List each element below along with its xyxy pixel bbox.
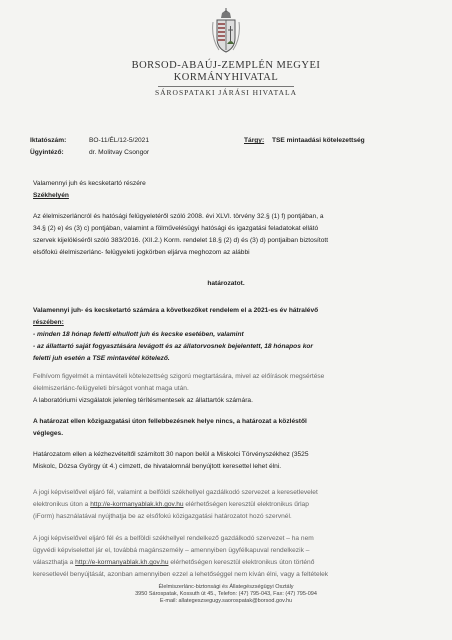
client-gate-line4: keresetlevél benyújtását, azonban amennyiben ezzel a lehetőséggel nem kíván élni, vagy a feltételek	[33, 571, 329, 578]
legal-basis-line1: Az élelmiszerláncról és hatósági felügyeletéről szóló 2008. évi XLVI. törvény 32.§ (1) f) pontjában, a	[33, 213, 324, 220]
eform-line3: (iForm) használatával nyújthatja be az elsőfokú közigazgatási határozatot hozó szervnél.	[33, 513, 292, 520]
appeal-line2: végleges.	[33, 430, 64, 437]
ugyintezo-label: Ügyintéző:	[30, 149, 64, 156]
client-gate-line3	[33, 559, 314, 567]
recipient-line: Valamennyi juh és kecsketartó részére	[33, 180, 146, 187]
order-item1: - minden 18 hónap feletti elhullott juh és kecske esetében, valamint	[33, 331, 244, 338]
recipient-seat: Székhelyén	[33, 192, 69, 199]
legal-basis-line2: 34.§ (2) e) és (3) c) pontjában, valamint a fölművelésügyi hatósági és igazgatási feladatokat ellátó	[33, 225, 319, 232]
legal-basis-line4: elsőfokú élelmiszerlánc- felügyeleti jogkörben eljárva meghozom az alábbi	[33, 249, 250, 256]
warning-line2: élelmiszerlánc-felügyeleti bírságot vonhat maga után.	[33, 385, 189, 392]
targy-value: TSE mintaadási kötelezettség	[272, 137, 365, 144]
eform-line2-start: elektronikus úton a	[33, 501, 91, 508]
appeal-line1: A határozat ellen közigazgatási úton fellebbezésnek helye nincs, a határozat a közléstől	[33, 418, 307, 425]
eform-line2-end: elérhetőségen keresztül elektronikus űrlap	[183, 501, 309, 508]
footer-address: 3950 Sárospatak, Kossuth út 45., Telefon: (47) 795-043, Fax: (47) 795-094	[135, 591, 317, 597]
iktatoszam-label: Iktatószám:	[30, 137, 67, 144]
kormanyablak-link-2[interactable]: http://e-kormanyablak.kh.gov.hu	[75, 559, 169, 566]
order-line1: Valamennyi juh- és kecsketartó számára a következőket rendelem el a 2021-es év hátralévő	[33, 307, 319, 314]
agency-name-line1: BORSOD-ABAÚJ-ZEMPLÉN MEGYEI	[131, 60, 321, 71]
court-line2: Miskolc, Dózsa György út 4.) címzett, de hivatalomnál benyújtott keresettel lehet élni.	[33, 463, 282, 470]
targy-label: Tárgy:	[244, 137, 265, 144]
court-line1: Határozatom ellen a kézhezvételtől számított 30 napon belül a Miskolci Törvényszékhez (3525	[33, 451, 309, 458]
client-gate-line3-start: választhatja a	[33, 559, 76, 566]
client-gate-line1: A jogi képviselővel eljáró fél és a belföldi székhellyel rendelkező gazdálkodó szervezet – ha nem	[33, 535, 314, 542]
warning-line1: Felhívom figyelmét a mintavételi kötelezettség szigorú megtartására, mivel az előírások megsértése	[33, 373, 325, 380]
order-item2: - az állattartó saját fogyasztására levágott és az állatorvosnek bejelentett, 18 hónapos kor	[33, 343, 313, 350]
footer-department: Élelmiszerlánc-biztonsági és Állategészségügyi Osztály	[158, 584, 294, 590]
kormanyablak-link-1[interactable]: http://e-kormanyablak.kh.gov.hu	[90, 501, 184, 508]
ugyintezo-value: dr. Molitvay Csongor	[89, 149, 150, 156]
hungarian-coat-of-arms-icon	[211, 8, 241, 54]
office-name: SÁROSPATAKI JÁRÁSI HIVATALA	[154, 88, 298, 97]
footer-email: E-mail: allategeszsegugy.saorospatak@borsod.gov.hu	[159, 598, 293, 604]
order-item2-cont: feletti juh esetén a TSE mintavétel kötelező.	[33, 355, 170, 362]
agency-name-line2: KORMÁNYHIVATAL	[173, 72, 279, 83]
lab-costs-note: A laboratóriumi vizsgálatok jelenleg térítésmentesek az állattartók számára.	[33, 397, 253, 404]
eform-line2	[33, 501, 309, 509]
client-gate-line3-end: elérhetőségen keresztül elektronikus úton történő	[168, 559, 315, 566]
client-gate-line2: ügyvédi képviselettel jár el, továbbá magánszemély – amennyiben ügyfélkapuval rendelkezik –	[33, 547, 310, 554]
eform-line1: A jogi képviselővel eljáró fél, valamint a belföldi székhellyel gazdálkodó szervezet a keresetlevelet	[33, 489, 318, 496]
legal-basis-line3: szervek kijelöléséről szóló 383/2016. (XII.2.) Korm. rendelet 18.§ (2) d) és (3) d) pontjaiban biztosított	[33, 237, 329, 244]
iktatoszam-value: BO-11/ÉL/12-5/2021	[89, 137, 149, 144]
order-line2: részében:	[33, 319, 64, 326]
header-divider	[158, 86, 294, 87]
decision-heading: határozatot.	[207, 280, 245, 287]
